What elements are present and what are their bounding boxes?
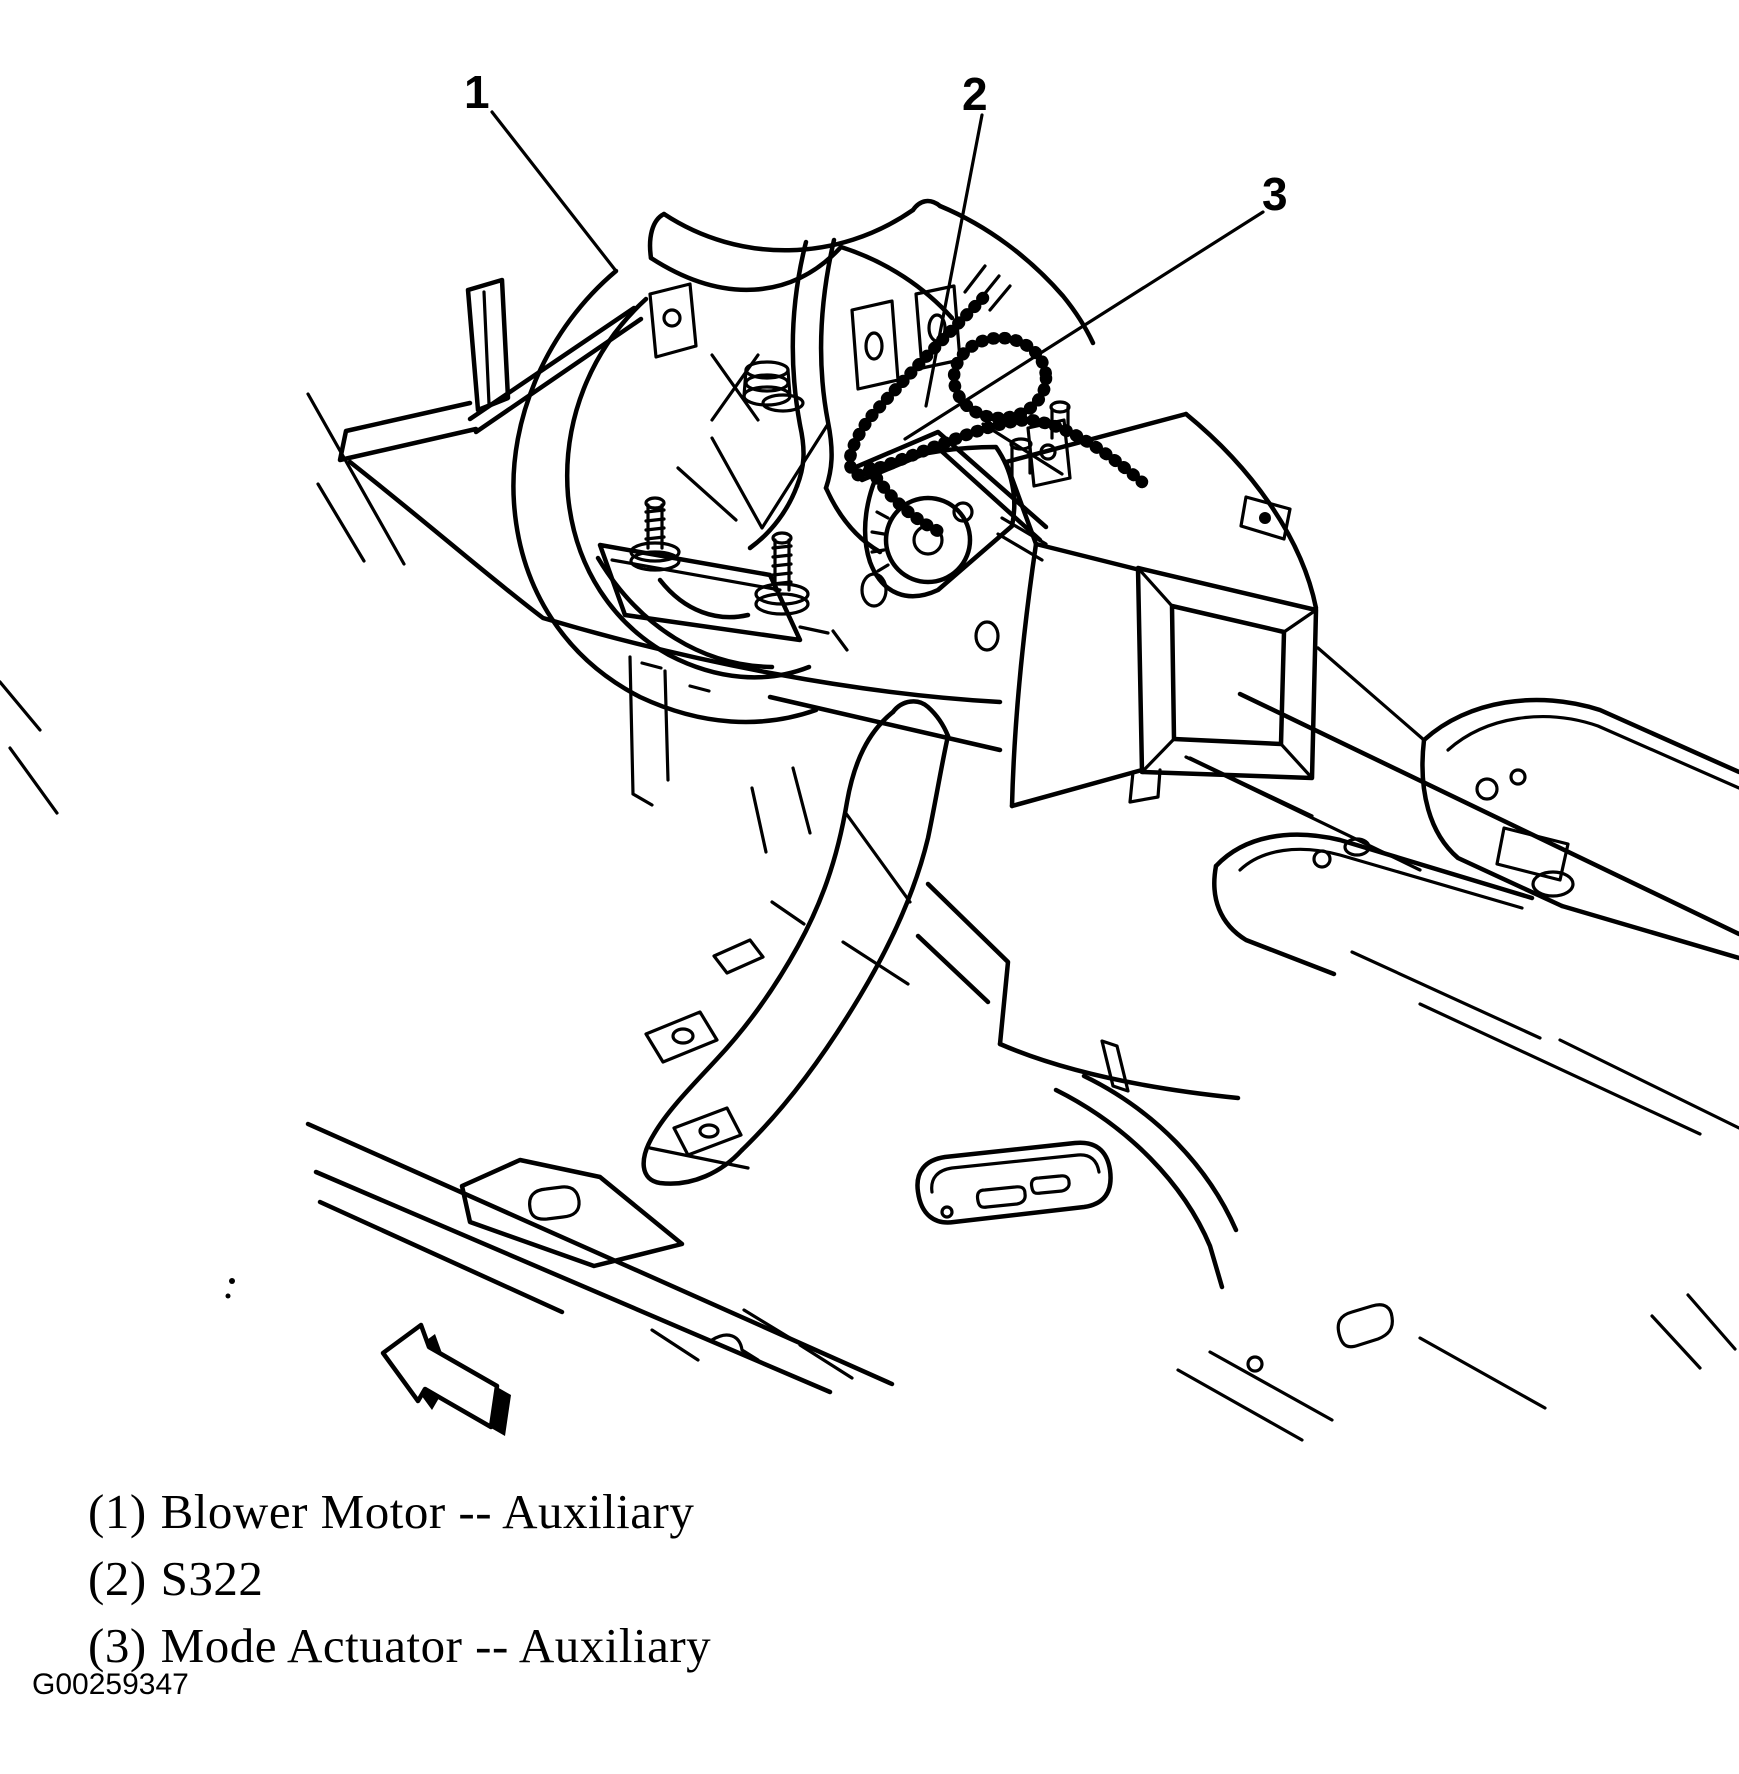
duct-outlet-flange <box>1130 568 1316 802</box>
figure-id: G00259347 <box>32 1668 189 1701</box>
legend-ref-1: (1) <box>88 1484 147 1539</box>
floor-vent-grille <box>917 1143 1110 1223</box>
duct-floor-tabs <box>646 940 763 1168</box>
legend-ref-3: (3) <box>88 1618 147 1673</box>
callout-3: 3 <box>1262 168 1288 220</box>
legend-label-3: Mode Actuator -- Auxiliary <box>160 1618 712 1673</box>
actuator-gear <box>886 498 970 582</box>
duct-clip <box>1241 497 1290 539</box>
direction-arrow-icon <box>226 1278 512 1436</box>
floor-pan-lines <box>0 394 1424 1392</box>
leader-line-1 <box>492 112 616 271</box>
callout-2: 2 <box>962 68 988 120</box>
mounting-tabs <box>650 284 1070 486</box>
callout-1: 1 <box>464 66 490 118</box>
left-bracket <box>340 280 641 460</box>
legend-item-2 <box>88 1545 711 1612</box>
blower-motor-drawing <box>340 201 1093 722</box>
legend <box>88 1478 711 1679</box>
bottom-right-floor <box>1178 1295 1735 1440</box>
bolt-1 <box>631 498 679 570</box>
legend-label-2: S322 <box>160 1551 264 1606</box>
duct-box-drawing <box>1006 402 1316 806</box>
right-floor-plates <box>1186 694 1739 1134</box>
legend-label-1: Blower Motor -- Auxiliary <box>160 1484 695 1539</box>
legend-ref-2: (2) <box>88 1551 147 1606</box>
legend-item-1 <box>88 1478 711 1545</box>
mode-actuator-drawing <box>856 432 1046 650</box>
